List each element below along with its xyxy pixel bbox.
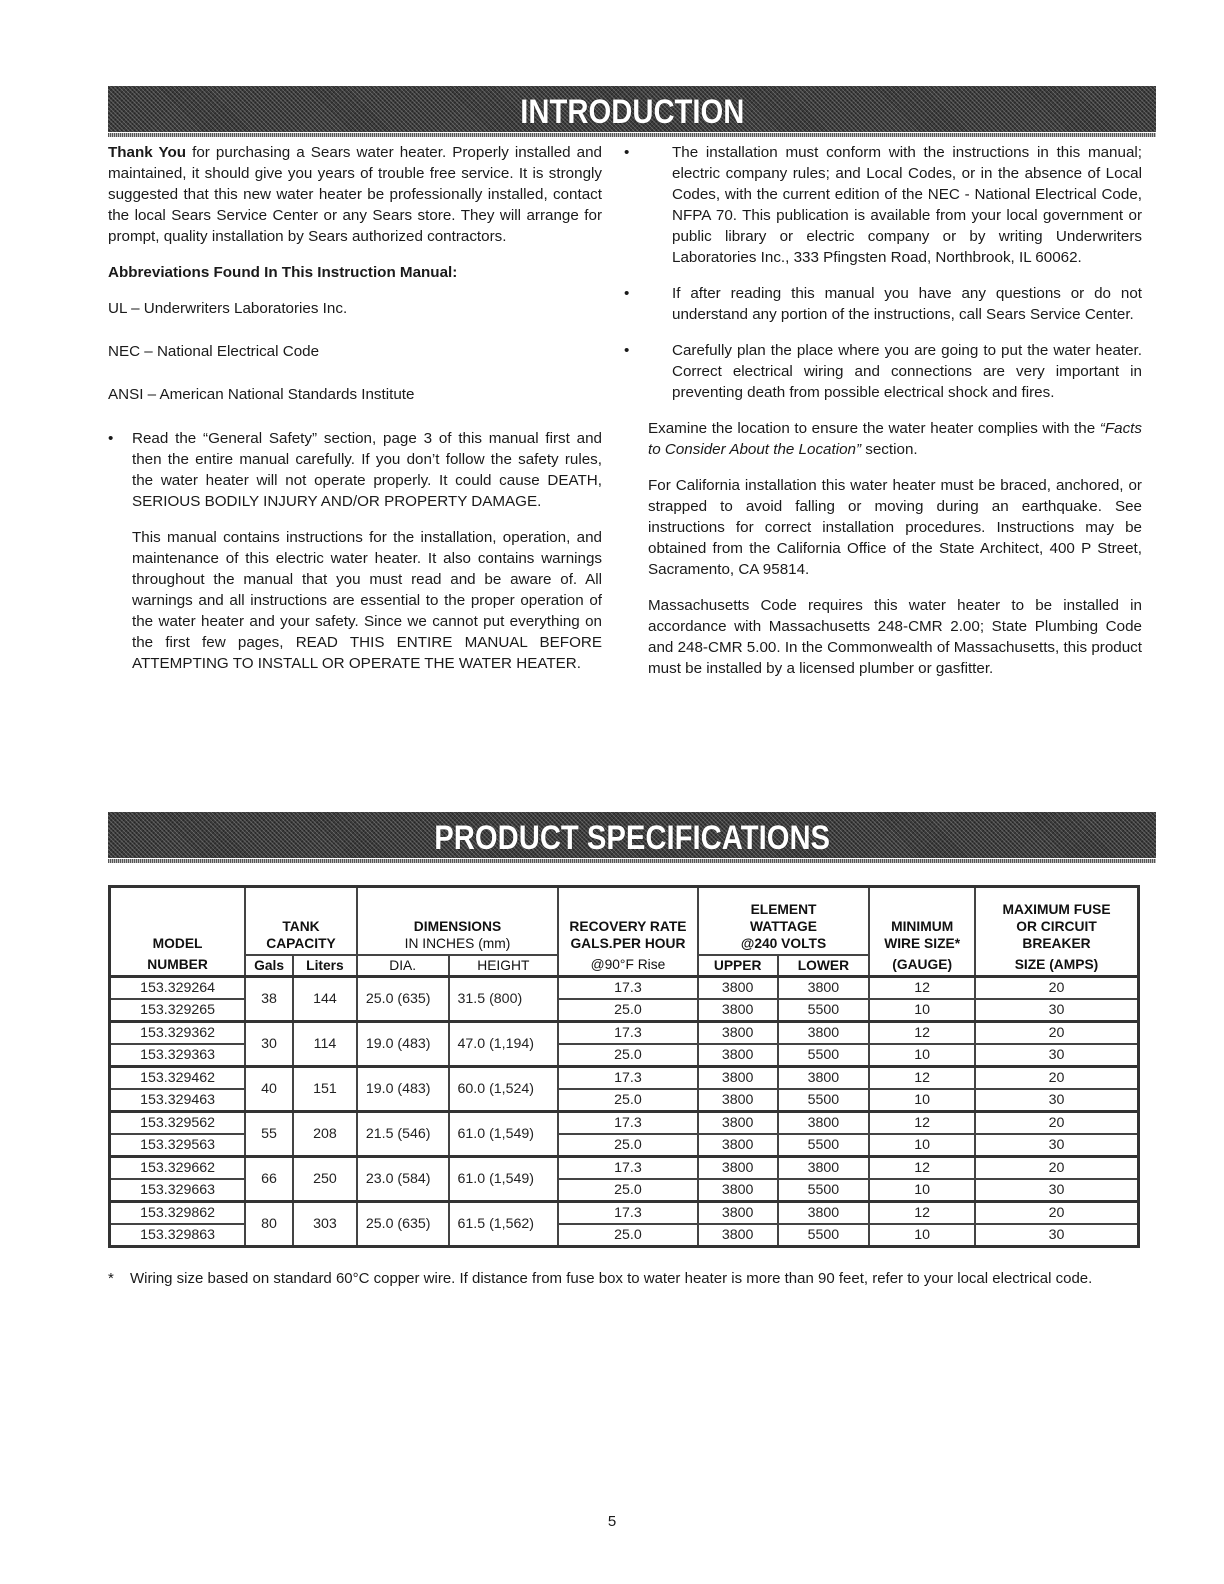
- cell-upper-wattage: 3800: [698, 1157, 778, 1180]
- header-dim-bottom: IN INCHES (mm): [404, 936, 511, 951]
- cell-gals: 66: [245, 1157, 293, 1202]
- cell-lower-wattage: 3800: [778, 1022, 870, 1045]
- cell-dia: 25.0 (635): [357, 1202, 449, 1247]
- cell-recovery-rate: 25.0: [558, 1044, 698, 1067]
- installation-conform-bullet: [624, 142, 1142, 268]
- cell-gals: 40: [245, 1067, 293, 1112]
- abbreviation-ul: UL – Underwriters Laboratories Inc.: [108, 300, 348, 317]
- cell-breaker-amps: 30: [975, 1224, 1138, 1247]
- header-tank-capacity: [245, 887, 357, 956]
- cell-breaker-amps: 30: [975, 1089, 1138, 1112]
- header-gals: Gals: [245, 955, 293, 977]
- header-element-3: @240 VOLTS: [740, 936, 827, 951]
- cell-upper-wattage: 3800: [698, 1089, 778, 1112]
- cell-upper-wattage: 3800: [698, 1022, 778, 1045]
- cell-gals: 55: [245, 1112, 293, 1157]
- header-dimensions: [357, 887, 558, 956]
- abbreviation-nec: NEC – National Electrical Code: [108, 343, 320, 360]
- cell-dia: 19.0 (483): [357, 1067, 449, 1112]
- header-recovery-1: RECOVERY RATE: [569, 919, 687, 934]
- cell-breaker-amps: 20: [975, 1022, 1138, 1045]
- cell-wire-gauge: 10: [869, 1044, 975, 1067]
- cell-height: 31.5 (800): [449, 977, 559, 1022]
- cell-model-number: 153.329462: [110, 1067, 246, 1090]
- examine-location-paragraph: [648, 418, 1142, 460]
- introduction-rule: [108, 133, 1156, 137]
- cell-breaker-amps: 20: [975, 977, 1138, 1000]
- table-row: [110, 1112, 1139, 1135]
- cell-breaker-amps: 20: [975, 1067, 1138, 1090]
- header-fuse-3: BREAKER: [1022, 936, 1091, 951]
- page-number: 5: [607, 1513, 617, 1530]
- cell-recovery-rate: 25.0: [558, 1224, 698, 1247]
- cell-wire-gauge: 12: [869, 977, 975, 1000]
- cell-liters: 250: [293, 1157, 357, 1202]
- cell-upper-wattage: 3800: [698, 1134, 778, 1157]
- cell-lower-wattage: 5500: [778, 1224, 870, 1247]
- cell-breaker-amps: 20: [975, 1157, 1138, 1180]
- cell-recovery-rate: 25.0: [558, 1089, 698, 1112]
- cell-dia: 23.0 (584): [357, 1157, 449, 1202]
- table-body: [110, 977, 1139, 1247]
- examine-pre: Examine the location to ensure the water heater complies with the: [648, 420, 1100, 437]
- cell-wire-gauge: 10: [869, 1224, 975, 1247]
- cell-liters: 303: [293, 1202, 357, 1247]
- cell-liters: 208: [293, 1112, 357, 1157]
- header-dia: DIA.: [357, 955, 449, 977]
- header-height: HEIGHT: [449, 955, 559, 977]
- introduction-banner: [108, 86, 1156, 132]
- facts-to-consider-reference: “Facts to Consider About the Location”: [648, 420, 1142, 458]
- header-element-2: WATTAGE: [750, 919, 817, 934]
- bullet-icon: •: [624, 144, 630, 161]
- cell-height: 61.5 (1,562): [449, 1202, 559, 1247]
- cell-wire-gauge: 10: [869, 1134, 975, 1157]
- bullet-icon: •: [108, 430, 114, 447]
- header-tank-top: TANK: [282, 919, 320, 934]
- cell-lower-wattage: 5500: [778, 1089, 870, 1112]
- cell-gals: 30: [245, 1022, 293, 1067]
- header-min-wire-size: [869, 887, 975, 977]
- cell-model-number: 153.329463: [110, 1089, 246, 1112]
- cell-height: 60.0 (1,524): [449, 1067, 559, 1112]
- questions-bullet: [624, 283, 1142, 325]
- cell-upper-wattage: 3800: [698, 1112, 778, 1135]
- cell-liters: 144: [293, 977, 357, 1022]
- header-liters: Liters: [293, 955, 357, 977]
- specifications-heading: PRODUCT SPECIFICATIONS: [434, 819, 830, 857]
- table-row: [110, 977, 1139, 1000]
- cell-wire-gauge: 10: [869, 1089, 975, 1112]
- header-recovery-3: @90°F Rise: [590, 957, 666, 972]
- wiring-footnote: [108, 1268, 1148, 1289]
- header-upper: UPPER: [698, 955, 778, 977]
- bullet-icon: •: [624, 342, 630, 359]
- cell-model-number: 153.329362: [110, 1022, 246, 1045]
- cell-recovery-rate: 17.3: [558, 1112, 698, 1135]
- cell-model-number: 153.329862: [110, 1202, 246, 1225]
- intro-left-column: [108, 142, 602, 674]
- installation-conform-text: The installation must conform with the instructions in this manual; electric company rules; and Local Codes, or in the absence of Local Codes, with the current edition of the NEC - National Electrical Code, NFPA 70. This publication is available from your local government or public library or electric company or by writing Underwriters Laboratories Inc., 333 Pfingsten Road, Northbrook, IL 60062.: [672, 144, 1142, 266]
- cell-upper-wattage: 3800: [698, 1202, 778, 1225]
- cell-recovery-rate: 25.0: [558, 999, 698, 1022]
- cell-breaker-amps: 30: [975, 1044, 1138, 1067]
- thank-you-text: for purchasing a Sears water heater. Properly installed and maintained, it should give you years of trouble free service. It is strongly suggested that this new water heater be professionally installed, contact the local Sears Service Center or any Sears store. They will arrange for prompt, quality installation by Sears authorized contractors.: [108, 144, 602, 245]
- header-dim-top: DIMENSIONS: [413, 919, 502, 934]
- cell-gals: 80: [245, 1202, 293, 1247]
- header-fuse-4: SIZE (AMPS): [1014, 957, 1099, 972]
- cell-wire-gauge: 12: [869, 1202, 975, 1225]
- header-wire-1: MINIMUM: [891, 919, 954, 934]
- cell-model-number: 153.329265: [110, 999, 246, 1022]
- cell-liters: 151: [293, 1067, 357, 1112]
- header-wire-3: (GAUGE): [892, 957, 953, 972]
- table-row: [110, 1157, 1139, 1180]
- bullet-icon: •: [624, 285, 630, 302]
- cell-recovery-rate: 25.0: [558, 1134, 698, 1157]
- massachusetts-paragraph: Massachusetts Code requires this water heater to be installed in accordance with Massachusetts 248-CMR 2.00; State Plumbing Code and 248-CMR 5.00. In the Commonwealth of Massachusetts, this product must be installed by a licensed plumber or gasfitter.: [648, 597, 1142, 677]
- examine-post: section.: [861, 441, 918, 458]
- thank-you-lead: Thank You: [108, 144, 187, 161]
- questions-text: If after reading this manual you have any questions or do not understand any portion of the instructions, call Sears Service Center.: [672, 285, 1142, 323]
- header-fuse-1: MAXIMUM FUSE: [1002, 902, 1111, 917]
- footnote-marker: *: [108, 1270, 114, 1287]
- header-wire-2: WIRE SIZE*: [884, 936, 961, 951]
- cell-recovery-rate: 17.3: [558, 1067, 698, 1090]
- header-element-wattage: [698, 887, 870, 956]
- header-model-number: [110, 887, 246, 977]
- cell-lower-wattage: 3800: [778, 1067, 870, 1090]
- header-tank-bottom: CAPACITY: [266, 936, 336, 951]
- cell-recovery-rate: 25.0: [558, 1179, 698, 1202]
- abbreviation-ansi: ANSI – American National Standards Institute: [108, 386, 415, 403]
- cell-lower-wattage: 3800: [778, 1202, 870, 1225]
- plan-location-text: Carefully plan the place where you are going to put the water heater. Correct electrical wiring and connections are very important in preventing death from possible electrical shock and fires.: [672, 342, 1142, 401]
- table-row: [110, 1202, 1139, 1225]
- cell-wire-gauge: 10: [869, 999, 975, 1022]
- cell-model-number: 153.329563: [110, 1134, 246, 1157]
- table-row: [110, 1022, 1139, 1045]
- cell-breaker-amps: 30: [975, 1179, 1138, 1202]
- specifications-rule: [108, 859, 1156, 863]
- abbreviations-heading: Abbreviations Found In This Instruction Manual:: [108, 264, 458, 281]
- introduction-heading: INTRODUCTION: [519, 93, 745, 131]
- cell-upper-wattage: 3800: [698, 977, 778, 1000]
- cell-dia: 19.0 (483): [357, 1022, 449, 1067]
- cell-model-number: 153.329264: [110, 977, 246, 1000]
- cell-wire-gauge: 10: [869, 1179, 975, 1202]
- specifications-banner: [108, 812, 1156, 858]
- thank-you-paragraph: [108, 142, 602, 247]
- cell-lower-wattage: 5500: [778, 1134, 870, 1157]
- cell-liters: 114: [293, 1022, 357, 1067]
- cell-breaker-amps: 20: [975, 1202, 1138, 1225]
- cell-height: 61.0 (1,549): [449, 1112, 559, 1157]
- cell-height: 61.0 (1,549): [449, 1157, 559, 1202]
- header-model-top: MODEL: [152, 936, 203, 951]
- cell-upper-wattage: 3800: [698, 1179, 778, 1202]
- cell-wire-gauge: 12: [869, 1112, 975, 1135]
- cell-height: 47.0 (1,194): [449, 1022, 559, 1067]
- cell-recovery-rate: 17.3: [558, 1202, 698, 1225]
- manual-contents-paragraph: This manual contains instructions for the installation, operation, and maintenance of this electric water heater. It also contains warnings throughout the manual that you must read and be aware of. All warnings and all instructions are essential to the proper operation of the water heater and your safety. Since we cannot put everything on the first few pages, READ THIS ENTIRE MANUAL BEFORE ATTEMPTING TO INSTALL OR OPERATE THE WATER HEATER.: [132, 529, 602, 672]
- california-paragraph: For California installation this water heater must be braced, anchored, or strapped to avoid falling or moving during an earthquake. See instructions for correct installation procedures. Instructions may be obtained from the California Office of the State Architect, 400 P Street, Sacramento, CA 95814.: [648, 477, 1142, 578]
- product-specifications-table: [108, 885, 1140, 1248]
- cell-model-number: 153.329662: [110, 1157, 246, 1180]
- cell-model-number: 153.329562: [110, 1112, 246, 1135]
- cell-model-number: 153.329863: [110, 1224, 246, 1247]
- cell-breaker-amps: 30: [975, 1134, 1138, 1157]
- cell-recovery-rate: 17.3: [558, 1157, 698, 1180]
- intro-right-column: [624, 142, 1142, 679]
- cell-gals: 38: [245, 977, 293, 1022]
- cell-recovery-rate: 17.3: [558, 1022, 698, 1045]
- cell-dia: 25.0 (635): [357, 977, 449, 1022]
- cell-upper-wattage: 3800: [698, 1224, 778, 1247]
- cell-wire-gauge: 12: [869, 1157, 975, 1180]
- header-recovery-2: GALS.PER HOUR: [570, 936, 686, 951]
- cell-model-number: 153.329363: [110, 1044, 246, 1067]
- cell-dia: 21.5 (546): [357, 1112, 449, 1157]
- cell-model-number: 153.329663: [110, 1179, 246, 1202]
- table-row: [110, 1067, 1139, 1090]
- cell-lower-wattage: 5500: [778, 999, 870, 1022]
- header-max-fuse: [975, 887, 1138, 977]
- header-element-1: ELEMENT: [750, 902, 817, 917]
- header-model-bottom: NUMBER: [147, 957, 208, 972]
- cell-breaker-amps: 30: [975, 999, 1138, 1022]
- cell-breaker-amps: 20: [975, 1112, 1138, 1135]
- cell-lower-wattage: 5500: [778, 1179, 870, 1202]
- general-safety-bullet: [108, 428, 602, 674]
- header-fuse-2: OR CIRCUIT: [1016, 919, 1097, 934]
- cell-lower-wattage: 3800: [778, 1157, 870, 1180]
- header-lower: LOWER: [778, 955, 870, 977]
- cell-wire-gauge: 12: [869, 1022, 975, 1045]
- cell-recovery-rate: 17.3: [558, 977, 698, 1000]
- header-recovery-rate: [558, 887, 698, 977]
- cell-upper-wattage: 3800: [698, 1044, 778, 1067]
- cell-lower-wattage: 5500: [778, 1044, 870, 1067]
- cell-wire-gauge: 12: [869, 1067, 975, 1090]
- plan-location-bullet: [624, 340, 1142, 403]
- footnote-text: Wiring size based on standard 60°C copper wire. If distance from fuse box to water heater is more than 90 feet, refer to your local electrical code.: [130, 1270, 1093, 1287]
- cell-lower-wattage: 3800: [778, 1112, 870, 1135]
- cell-lower-wattage: 3800: [778, 977, 870, 1000]
- cell-upper-wattage: 3800: [698, 1067, 778, 1090]
- general-safety-text: Read the “General Safety” section, page 3 of this manual first and then the entire manual carefully. If you don’t follow the safety rules, the water heater will not operate properly. It could cause DEATH, SERIOUS BODILY INJURY AND/OR PROPERTY DAMAGE.: [132, 430, 602, 510]
- cell-upper-wattage: 3800: [698, 999, 778, 1022]
